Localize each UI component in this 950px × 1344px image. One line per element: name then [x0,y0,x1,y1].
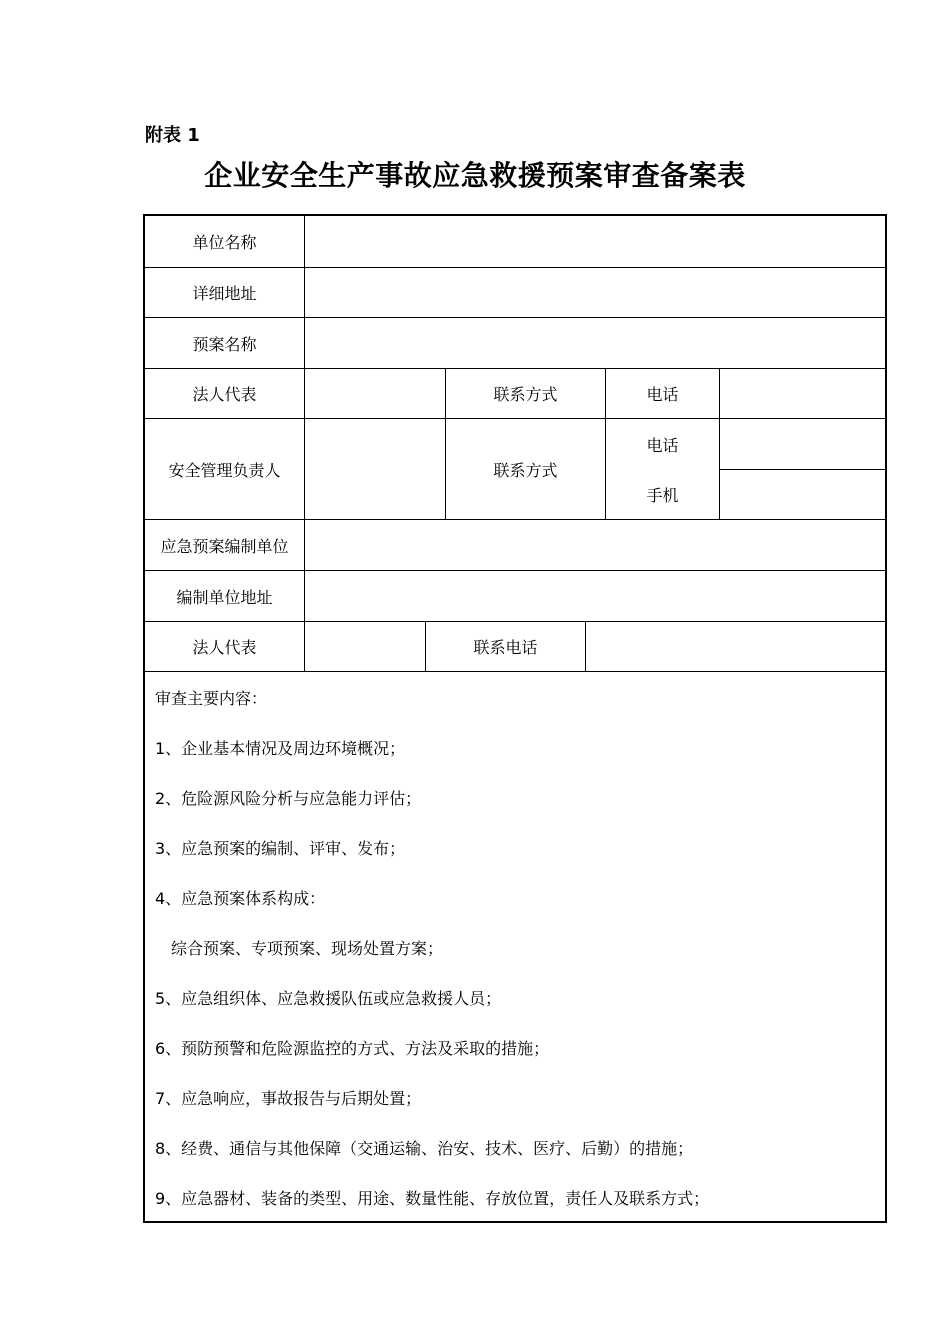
document-title: 企业安全生产事故应急救援预案审查备案表 [204,159,746,192]
legal-rep-label: 法人代表 [192,385,257,404]
safety-manager-label: 安全管理负责人 [168,460,281,480]
legal-rep-field[interactable] [305,369,445,418]
review-item: 8、经费、通信与其他保障（交通运输、治安、技术、医疗、后勤）的措施； [155,1139,694,1158]
mobile-field[interactable] [720,470,887,519]
contact-phone-label: 联系电话 [473,638,538,657]
address-field[interactable] [305,268,887,317]
plan-name-field[interactable] [305,318,887,368]
plan-name-label: 预案名称 [192,334,257,354]
contact-phone-field[interactable] [586,622,887,671]
review-item: 7、应急响应，事故报告与后期处置； [155,1089,422,1108]
plan-compiler-field[interactable] [305,520,887,570]
contact-method-label-2: 联系方式 [493,460,558,480]
appendix-label: 附表 1 [145,125,200,146]
phone-field-2[interactable] [720,419,887,469]
contact-method-label: 联系方式 [493,385,558,404]
review-item: 5、应急组织体、应急救援队伍或应急救援人员； [155,989,502,1008]
compiler-address-field[interactable] [305,571,887,621]
review-heading: 审查主要内容： [155,689,268,708]
filing-form-table [143,214,887,1223]
legal-rep-label-2: 法人代表 [192,638,257,657]
review-item: 1、企业基本情况及周边环境概况； [155,739,406,758]
review-item: 9、应急器材、装备的类型、用途、数量性能、存放位置，责任人及联系方式； [155,1189,710,1208]
review-contents [155,674,877,1224]
phone-label-2: 电话 [646,435,679,455]
review-sub-item: 综合预案、专项预案、现场处置方案； [171,939,444,958]
safety-manager-field[interactable] [305,419,445,519]
review-item: 3、应急预案的编制、评审、发布； [155,839,406,858]
unit-name-label: 单位名称 [192,233,257,252]
review-item: 4、应急预案体系构成： [155,889,326,908]
review-item: 6、预防预警和危险源监控的方式、方法及采取的措施； [155,1039,550,1058]
compiler-address-label: 编制单位地址 [176,587,273,607]
row-divider [145,671,885,672]
phone-label: 电话 [646,385,679,404]
unit-name-field[interactable] [305,216,887,267]
plan-compiler-label: 应急预案编制单位 [160,536,289,556]
review-item: 2、危险源风险分析与应急能力评估； [155,789,422,808]
mobile-label: 手机 [646,485,679,505]
legal-rep-field-2[interactable] [305,622,425,671]
phone-field[interactable] [720,369,887,418]
address-label: 详细地址 [192,284,257,303]
